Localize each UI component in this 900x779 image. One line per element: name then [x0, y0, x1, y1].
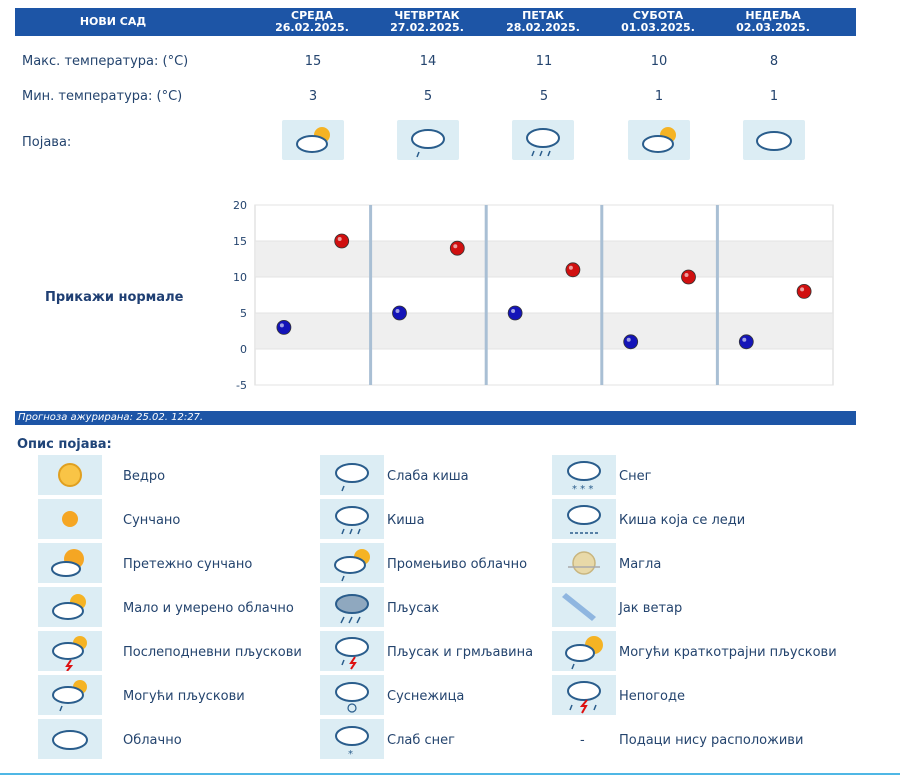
rain-icon	[320, 499, 384, 539]
max-temp-value: 10	[650, 54, 668, 69]
legend-label: Киша која се леди	[619, 513, 746, 528]
possible-showers-icon	[38, 675, 102, 715]
snow-icon	[552, 455, 616, 495]
max-temp-value: 8	[769, 54, 779, 69]
min-temp-point	[277, 320, 291, 334]
legend-label: Облачно	[123, 733, 182, 748]
min-temp-point	[393, 306, 407, 320]
point-highlight	[396, 309, 400, 313]
legend-label: Суснежица	[387, 689, 465, 704]
point-highlight	[338, 237, 342, 241]
point-highlight	[569, 266, 573, 270]
svg-text:*: *	[348, 749, 353, 759]
max-temp-value: 11	[535, 54, 553, 69]
legend-label: Јак ветар	[619, 601, 683, 616]
fog-icon	[552, 543, 616, 583]
min-temp-value: 5	[423, 89, 433, 104]
freezing-rain-icon	[552, 499, 616, 539]
legend-label: Подаци нису расположиви	[619, 733, 804, 748]
mostly-sunny-icon	[38, 543, 102, 583]
light-rain-icon	[397, 120, 459, 160]
point-highlight	[800, 287, 804, 291]
legend-label: Киша	[387, 513, 425, 528]
legend-title: Опис појава:	[17, 437, 112, 452]
point-highlight	[280, 323, 284, 327]
sunny-icon	[38, 499, 102, 539]
min-temp-point	[624, 335, 638, 349]
rain-icon	[512, 120, 574, 160]
partly-cloudy-icon	[628, 120, 690, 160]
legend-label: Могући краткотрајни пљускови	[619, 645, 837, 660]
plot-area	[255, 205, 833, 385]
legend-label: Магла	[619, 557, 662, 572]
legend-label: Пљусак	[387, 601, 440, 616]
svg-text:* * *: * * *	[572, 484, 594, 495]
max-temp-point	[566, 263, 580, 277]
sleet-icon	[320, 675, 384, 715]
clear-icon	[38, 455, 102, 495]
min-temp-value: 5	[539, 89, 549, 104]
show-normals-link[interactable]: Прикажи нормале	[45, 290, 184, 305]
min-temp-value: 1	[769, 89, 779, 104]
min-temp-label: Мин. температура: (°C)	[22, 89, 183, 104]
thunder-shower-icon	[320, 631, 384, 671]
max-temp-point	[682, 270, 696, 284]
point-highlight	[511, 309, 515, 313]
day-header-3: ПЕТАК 28.02.2025.	[506, 9, 580, 34]
no-data-dash: -	[580, 733, 585, 748]
forecast-updated-text: Прогноза ажурирана: 25.02. 12:27.	[18, 412, 204, 423]
legend-label: Послеподневни пљускови	[123, 645, 302, 660]
max-temp-point	[450, 241, 464, 255]
legend-label: Снег	[619, 469, 652, 484]
light-rain-icon	[320, 455, 384, 495]
legend-label: Могући пљускови	[123, 689, 245, 704]
point-highlight	[453, 244, 457, 248]
forecast-header	[15, 8, 856, 36]
legend-label: Слаб снег	[387, 733, 455, 748]
forecast-updated-bar	[15, 411, 856, 425]
cloudy-icon	[743, 120, 805, 160]
min-temp-point	[508, 306, 522, 320]
max-temp-point	[797, 284, 811, 298]
min-temp-value: 1	[654, 89, 664, 104]
max-temp-value: 15	[304, 54, 322, 69]
legend-label: Ведро	[123, 469, 166, 484]
temperature-chart	[220, 195, 840, 395]
point-highlight	[627, 338, 631, 342]
max-temp-value: 14	[419, 54, 437, 69]
variable-cloudy-icon	[320, 543, 384, 583]
shower-icon	[320, 587, 384, 627]
bottom-divider	[0, 773, 900, 775]
y-tick-label: 15	[233, 235, 247, 248]
day-header-1: СРЕДА 26.02.2025.	[275, 9, 349, 34]
max-temp-label: Макс. температура: (°C)	[22, 54, 189, 69]
min-temp-value: 3	[308, 89, 318, 104]
day-header-2: ЧЕТВРТАК 27.02.2025.	[390, 9, 464, 34]
light-snow-icon	[320, 719, 384, 759]
day-header-4: СУБОТА 01.03.2025.	[621, 9, 695, 34]
min-temp-point	[739, 335, 753, 349]
y-tick-label: 0	[240, 343, 247, 356]
legend-label: Слаба киша	[387, 469, 469, 484]
partly-cloudy-icon	[282, 120, 344, 160]
day-header-5: НЕДЕЉА 02.03.2025.	[736, 9, 810, 34]
point-highlight	[742, 338, 746, 342]
afternoon-showers-icon	[38, 631, 102, 671]
partly-cloudy-icon	[38, 587, 102, 627]
legend-label: Претежно сунчано	[123, 557, 253, 572]
y-tick-label: 10	[233, 271, 247, 284]
city-name: НОВИ САД	[79, 15, 147, 28]
phenomenon-label: Појава:	[22, 135, 72, 150]
point-highlight	[685, 273, 689, 277]
y-tick-label: 20	[233, 199, 247, 212]
strong-wind-icon	[552, 587, 616, 627]
cloudy-icon	[38, 719, 102, 759]
y-tick-label: 5	[240, 307, 247, 320]
storm-icon	[552, 675, 616, 715]
legend-label: Сунчано	[123, 513, 181, 528]
legend-label: Промењиво облачно	[387, 557, 528, 572]
legend-label: Непогоде	[619, 689, 685, 704]
brief-showers-icon	[552, 631, 616, 671]
legend-label: Пљусак и грмљавина	[387, 645, 534, 660]
legend-label: Мало и умерено облачно	[123, 601, 294, 616]
y-tick-label: -5	[236, 379, 247, 392]
max-temp-point	[335, 234, 349, 248]
